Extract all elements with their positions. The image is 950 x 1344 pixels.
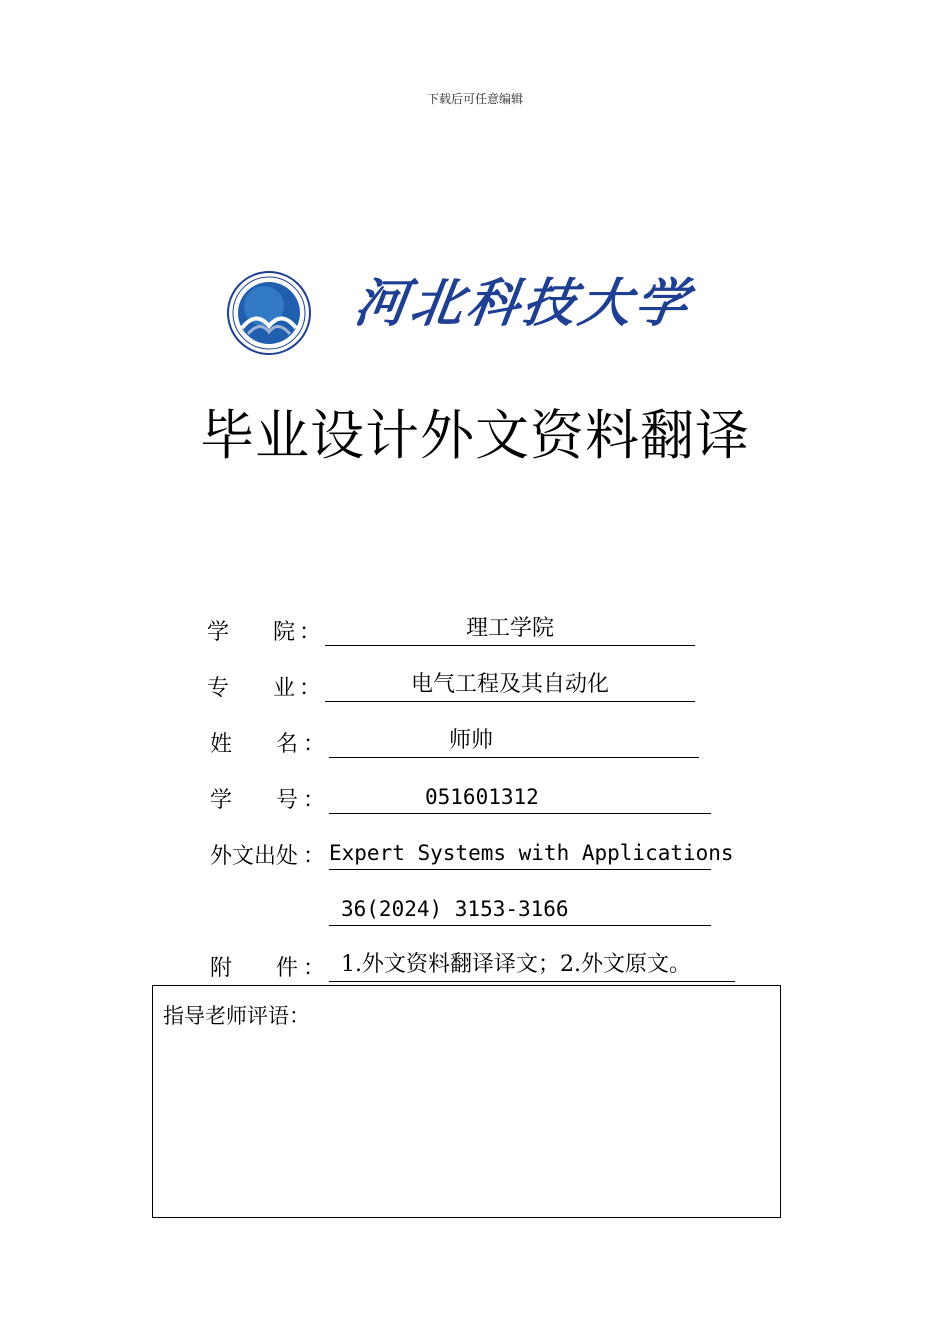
attachment-value: 1.外文资料翻译译文；2.外文原文。 — [341, 952, 691, 977]
student-id-label: 学 号 — [210, 788, 299, 813]
college-label: 学 院 — [207, 620, 296, 645]
source-value-line2: 36(2024) 3153-3166 — [341, 897, 569, 921]
student-id-value: 051601312 — [425, 785, 539, 809]
name-value: 师帅 — [449, 728, 494, 753]
college-value: 理工学院 — [325, 615, 695, 646]
major-label: 专 业 — [207, 676, 296, 701]
source-label: 外文出处 — [210, 844, 299, 869]
source-value-line1: Expert Systems with Applications — [329, 839, 711, 870]
document-title: 毕业设计外文资料翻译 — [200, 404, 750, 467]
major-value: 电气工程及其自动化 — [325, 671, 695, 702]
header-note: 下载后可任意编辑 — [426, 92, 523, 106]
attachment-label: 附 件 — [210, 956, 299, 981]
advisor-comment-box — [152, 985, 781, 1218]
university-seal-icon — [226, 270, 312, 356]
university-name: 河北科技大学 — [350, 273, 696, 334]
advisor-comment-label: 指导老师评语： — [163, 1004, 310, 1028]
name-label: 姓 名 — [210, 732, 299, 757]
